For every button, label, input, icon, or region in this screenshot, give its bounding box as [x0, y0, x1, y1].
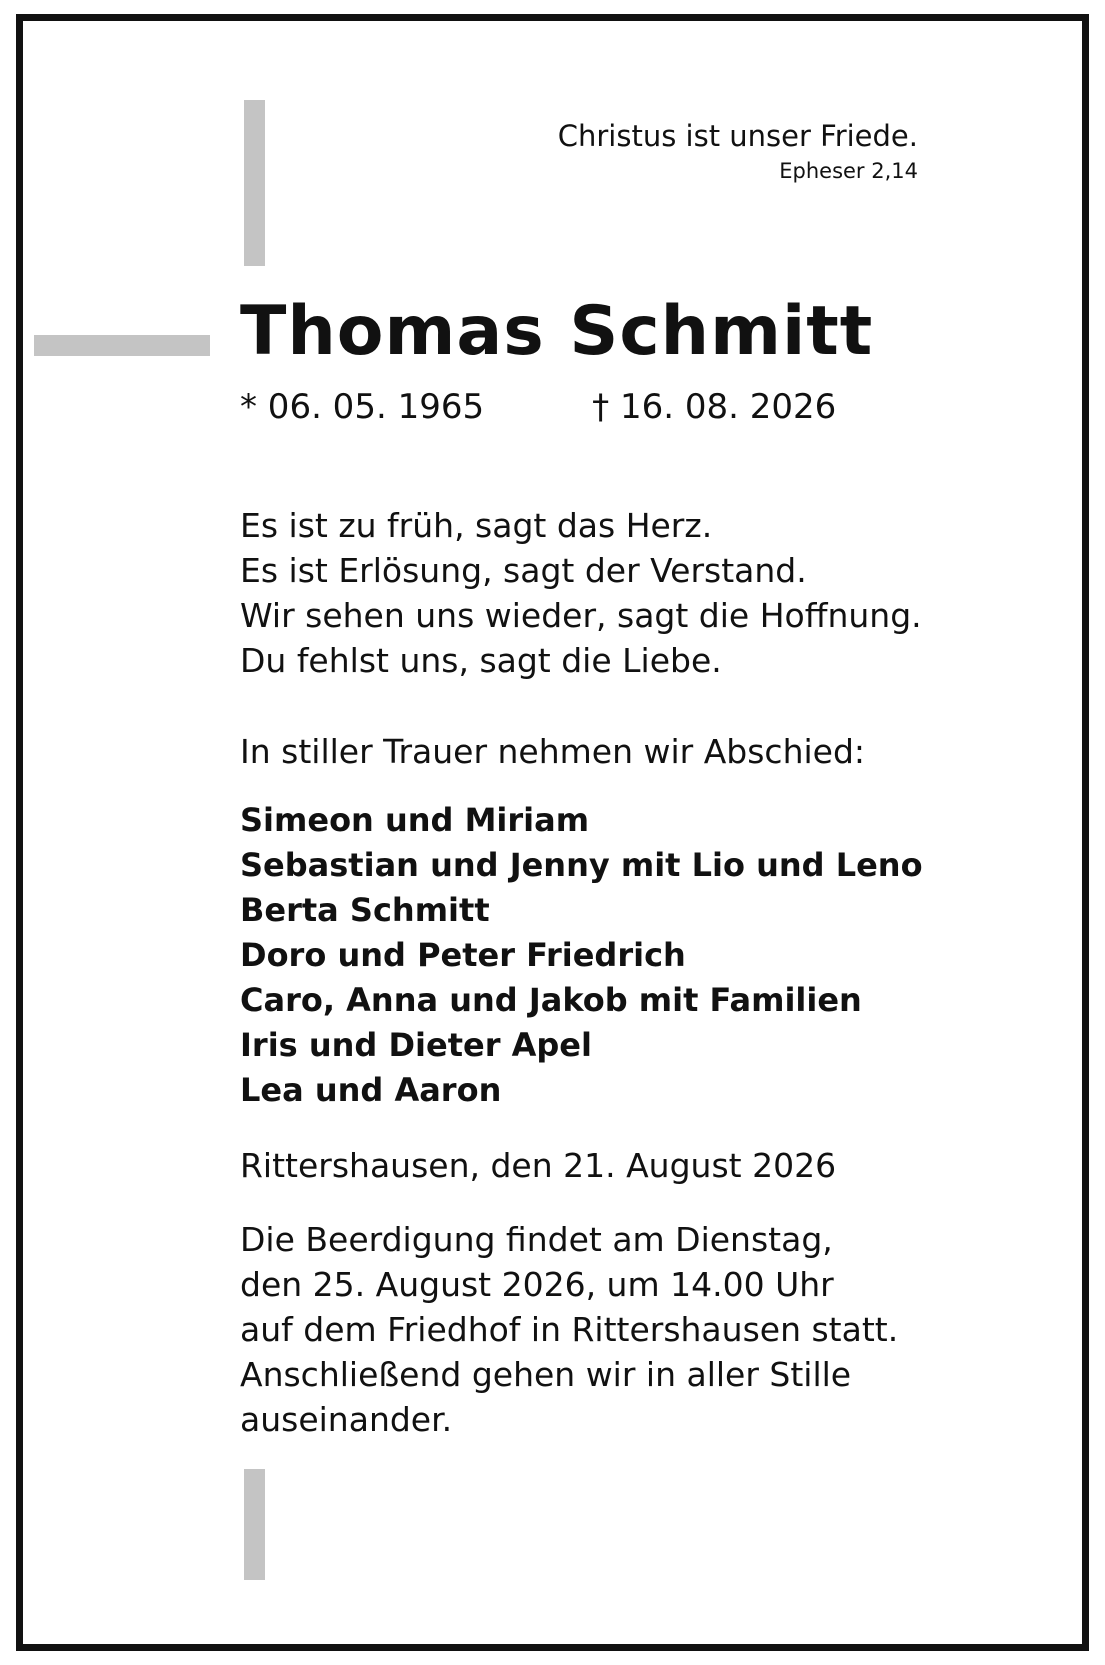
- cross-vertical-bottom: [244, 1469, 265, 1580]
- funeral-line: auseinander.: [240, 1400, 453, 1439]
- funeral-notice: [240, 1217, 1040, 1442]
- mourner-entry: Berta Schmitt: [240, 891, 490, 929]
- place-and-date: Rittershausen, den 21. August 2026: [240, 1146, 837, 1185]
- birth-date: * 06. 05. 1965: [240, 387, 485, 427]
- poem-line: Wir sehen uns wieder, sagt die Hoffnung.: [240, 596, 922, 635]
- death-date: † 16. 08. 2026: [592, 387, 837, 427]
- motto-text: Christus ist unser Friede.: [557, 119, 918, 153]
- funeral-line: auf dem Friedhof in Rittershausen statt.: [240, 1310, 899, 1349]
- motto-source: Epheser 2,14: [779, 159, 918, 183]
- poem-line: Du fehlst uns, sagt die Liebe.: [240, 641, 722, 680]
- mourner-entry: Caro, Anna und Jakob mit Familien: [240, 981, 862, 1019]
- mourner-entry: Doro und Peter Friedrich: [240, 936, 686, 974]
- mourner-entry: Iris und Dieter Apel: [240, 1026, 592, 1064]
- deceased-name: Thomas Schmitt: [240, 292, 874, 371]
- mourner-entry: Sebastian und Jenny mit Lio und Leno: [240, 846, 923, 884]
- life-dates: [240, 385, 1040, 429]
- funeral-line: Die Beerdigung findet am Dienstag,: [240, 1220, 833, 1259]
- funeral-line: den 25. August 2026, um 14.00 Uhr: [240, 1265, 834, 1304]
- mourner-entry: Simeon und Miriam: [240, 801, 590, 839]
- poem: [240, 503, 1040, 683]
- mourner-entry: Lea und Aaron: [240, 1071, 502, 1109]
- poem-line: Es ist Erlösung, sagt der Verstand.: [240, 551, 807, 590]
- funeral-line: Anschließend gehen wir in aller Stille: [240, 1355, 852, 1394]
- poem-line: Es ist zu früh, sagt das Herz.: [240, 506, 713, 545]
- cross-vertical-top: [244, 100, 265, 266]
- mourners-list: [240, 798, 1040, 1113]
- farewell-intro: In stiller Trauer nehmen wir Abschied:: [240, 732, 866, 771]
- cross-horizontal-bar: [34, 335, 210, 356]
